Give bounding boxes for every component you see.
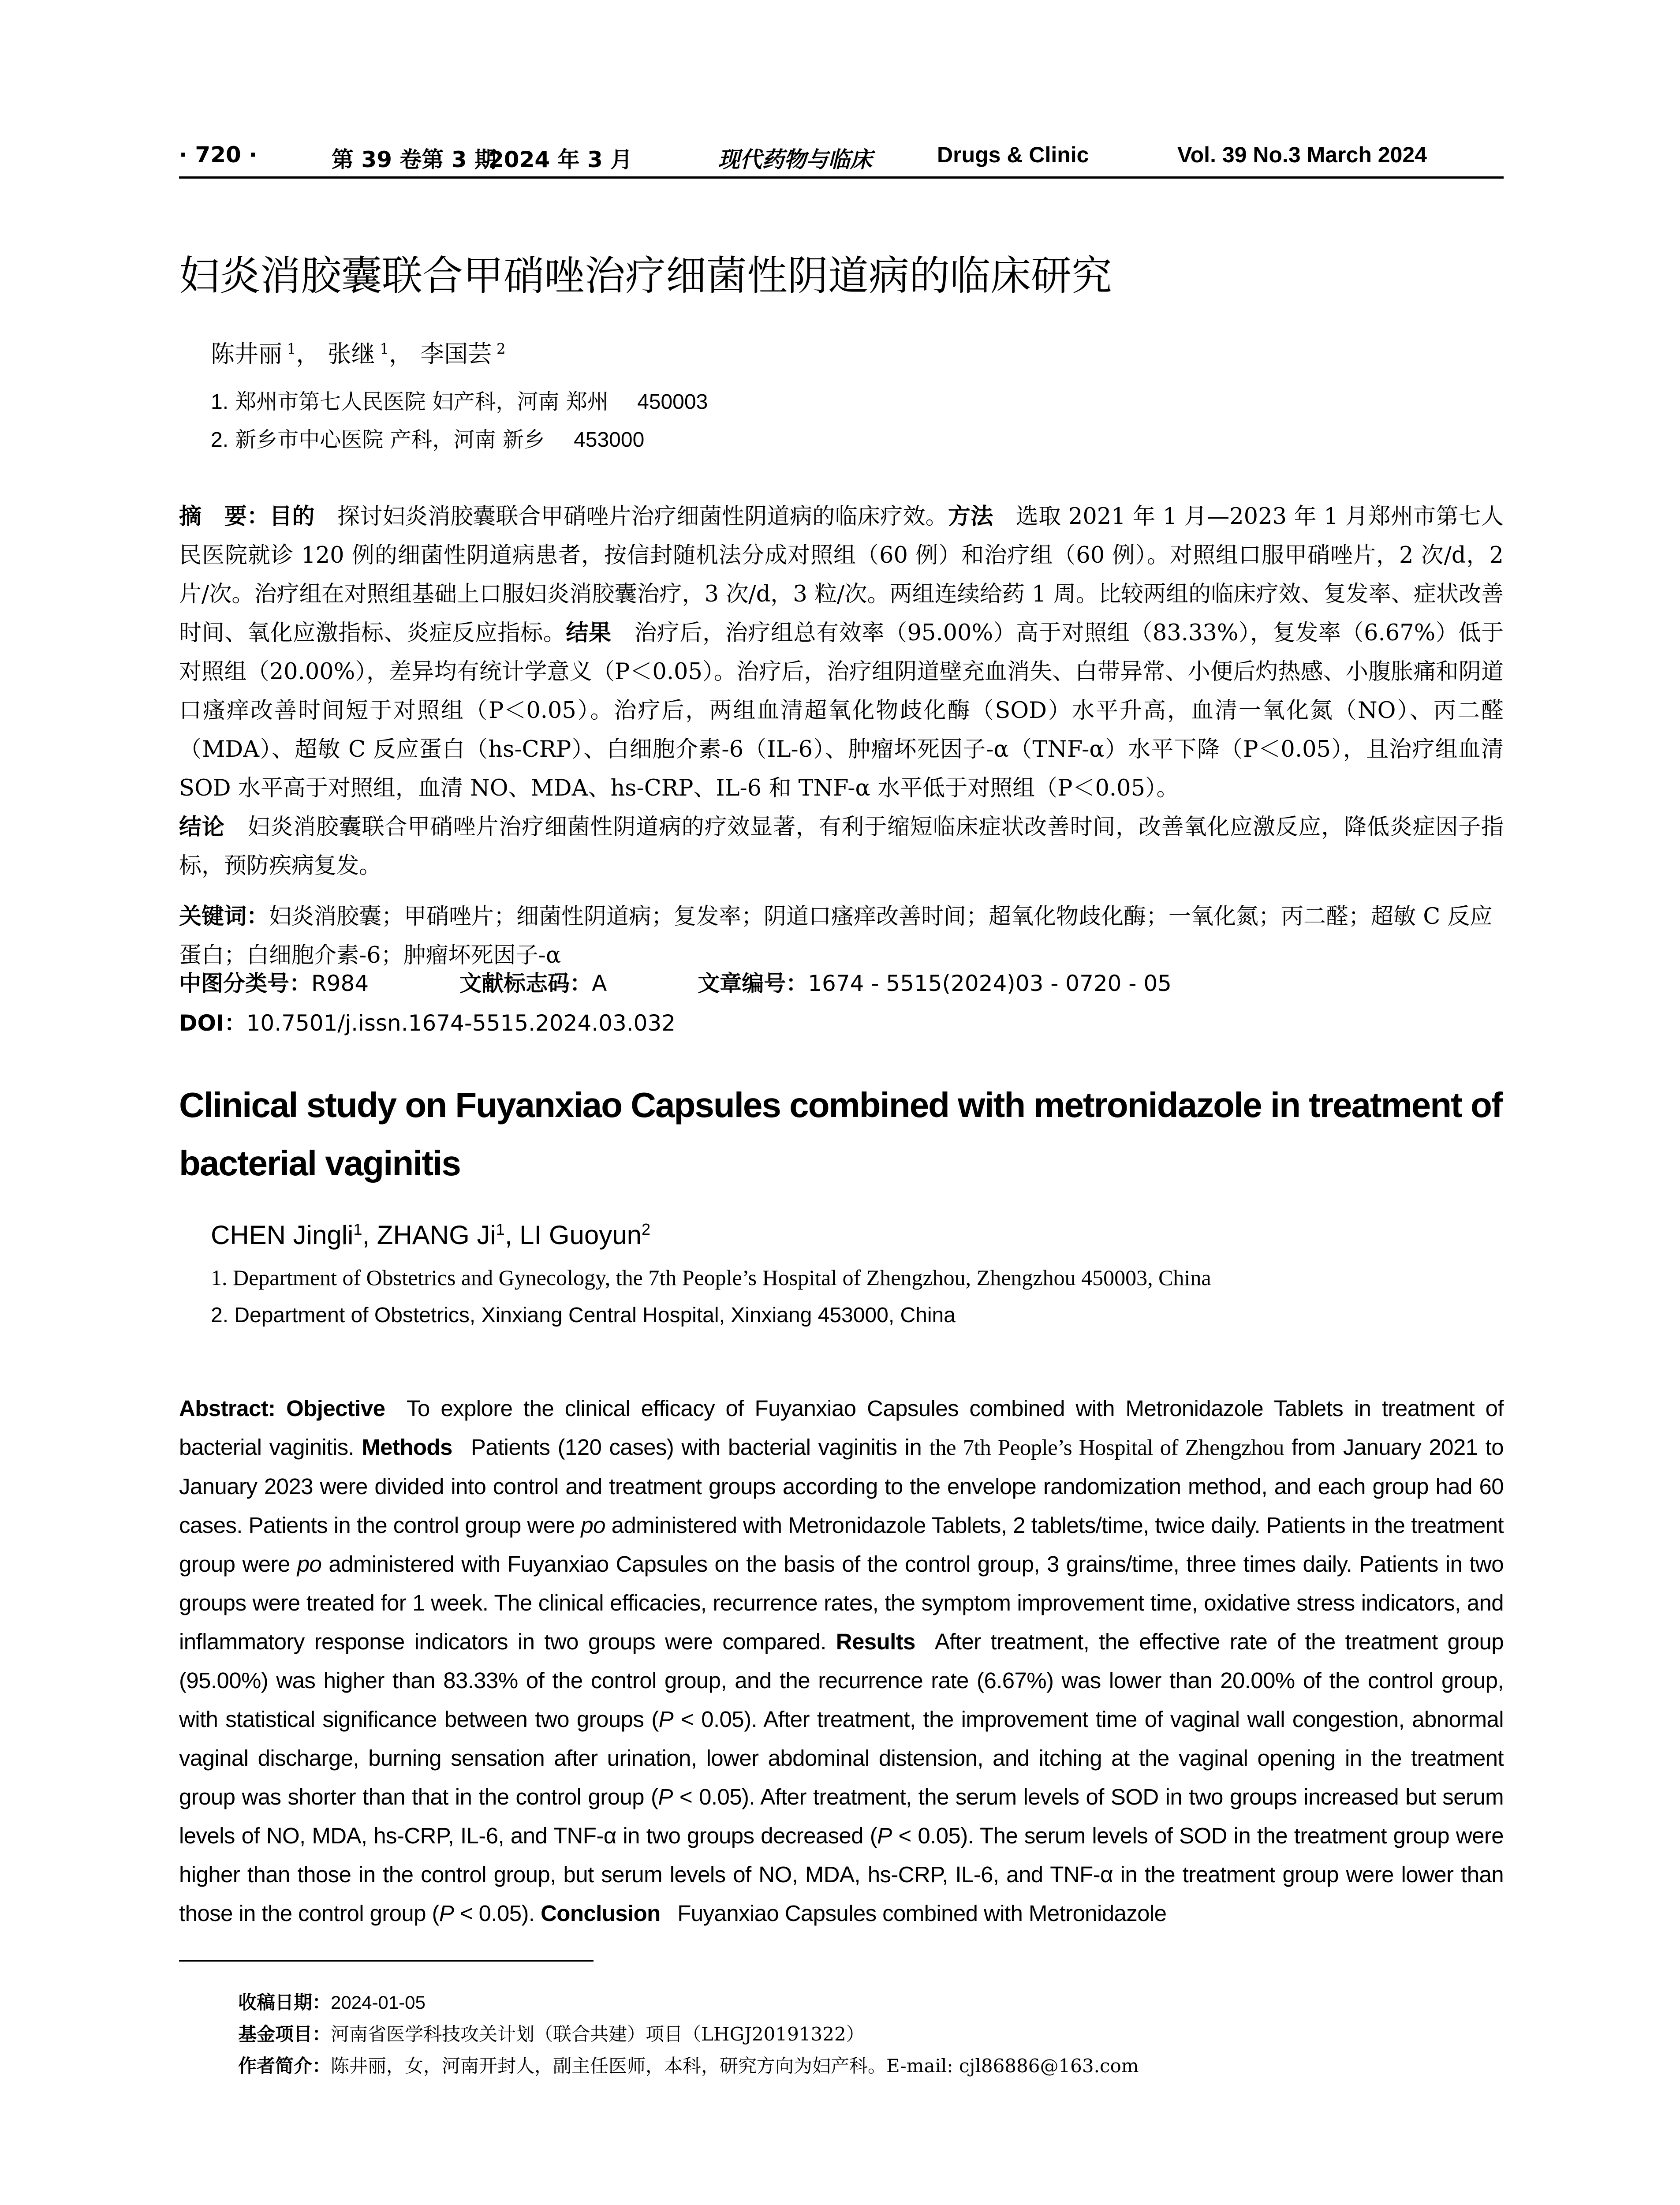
author-affil-mark: 1 — [380, 340, 389, 357]
author-bio: 作者简介：陈井丽，女，河南开封人，副主任医师，本科，研究方向为妇产科。E-mail: cjl86886@163.com — [238, 2055, 1139, 2077]
header-rule — [179, 176, 1504, 179]
results-label-cn: 结果 — [566, 620, 612, 646]
author-name: 张继 — [327, 340, 375, 368]
objective-label-en: Objective — [286, 1396, 385, 1421]
methods-text-cn: 选取 2021 年 1 月—2023 年 1 月郑州市第七人民医院就诊 120 例的细菌性阴道病患者，按信封随机法分成对照组（60 例）和治疗组（60 例）。对照组口服甲硝唑片，2 次/d，2 片/次。治疗组在对照组基础上口服妇炎消胶囊治疗，3 次/d，3 粒/次。两组连续给药 1 周。比较两组的临床疗效、复发率、症状改善时间、氧化应激指标、炎症反应指标。 — [179, 504, 1504, 646]
clc-label: 中图分类号： — [179, 971, 311, 996]
affiliation-cn-2: 2. 新乡市中心医院 产科，河南 新乡 453000 — [211, 427, 645, 452]
objective-text-en: To explore the clinical efficacy of Fuyanxiao Capsules combined with Metronidazole Tablets in treatment of bacterial vaginitis. — [179, 1396, 1504, 1460]
keywords-cn — [179, 897, 1504, 975]
volume-cn: 第 39 卷第 3 期 — [332, 147, 497, 172]
doi-value: 10.7501/j.issn.1674-5515.2024.03.032 — [246, 1010, 676, 1036]
conclusion-text-en: Fuyanxiao Capsules combined with Metronidazole — [677, 1901, 1167, 1926]
hospital-name: the 7th People’s Hospital of Zhengzhou — [929, 1435, 1284, 1460]
abstract-en: Abstract: Objective To explore the clinical efficacy of Fuyanxiao Capsules combined with Metronidazole Tablets in treatment of bacterial vaginitis. Methods Patients (120 cases) with bacterial vaginitis in the 7th People’s Hospital of Zhengzhou from January 2021 to January 2023 were divided into control and treatment groups according to the envelope randomization method, and each group had 60 cases. Patients in the control group were po administered with Metronidazole Tablets, 2 tablets/time, twice daily. Patients in the treatment group were po administered with Fuyanxiao Capsules on the basis of the control group, 3 grains/time, three times daily. Patients in two groups were treated for 1 week. The clinical efficacies, recurrence rates, the symptom improvement time, oxidative stress indicators, and inflammatory response indicators in two groups were compared. Results After treatment, the effective rate of the treatment group (95.00%) was higher than 83.33% of the control group, and the recurrence rate (6.67%) was lower than 20.00% of the control group, with statistical significance between two groups (P < 0.05). After treatment, the improvement time of vaginal wall congestion, abnormal vaginal discharge, burning sensation after urination, lower abdominal distension, and itching at the vaginal opening in the treatment group was shorter than that in the control group (P < 0.05). After treatment, the serum levels of SOD in two groups increased but serum levels of NO, MDA, hs-CRP, IL-6, and TNF-α in two groups decreased (P < 0.05). The serum levels of SOD in the treatment group were higher than those in the control group, but serum levels of NO, MDA, hs-CRP, IL-6, and TNF-α in the treatment group were lower than those in the control group (P < 0.05). Conclusion Fuyanxiao Capsules combined with Metronidazole — [179, 1396, 1504, 1926]
abstract-cn — [179, 497, 1504, 886]
title-en: Clinical study on Fuyanxiao Capsules combined with metronidazole in treatment of bacterial vaginitis — [179, 1085, 1502, 1183]
abstract-label-en: Abstract: — [179, 1396, 276, 1421]
keywords-text-cn: 妇炎消胶囊；甲硝唑片；细菌性阴道病；复发率；阴道口瘙痒改善时间；超氧化物歧化酶；一氧化氮；丙二醛；超敏 C 反应蛋白；白细胞介素-6；肿瘤坏死因子-α — [179, 904, 1493, 968]
title-cn: 妇炎消胶囊联合甲硝唑治疗细菌性阴道病的临床研究 — [179, 252, 1113, 299]
doc-code-value: A — [592, 971, 607, 996]
abstract-label-cn: 摘 要： — [179, 504, 270, 530]
author-name: 陈井丽 — [211, 340, 282, 368]
keywords-label-cn: 关键词： — [179, 904, 269, 930]
author-affil-mark: 1 — [353, 1220, 362, 1238]
authors-en: CHEN Jingli$^1$, ZHANG Ji$^1$, LI Guoyun$^2$ — [211, 1220, 651, 1250]
conclusion-label-cn: 结论 — [179, 814, 225, 840]
author-name: CHEN Jingli — [211, 1220, 354, 1250]
doc-code-label: 文献标志码： — [459, 971, 592, 996]
author-affil-mark: 1 — [287, 340, 296, 357]
volume-en: Vol. 39 No.3 March 2024 — [1177, 142, 1427, 167]
article-no-label: 文章编号： — [698, 971, 808, 996]
authors-cn: 陈井丽 $^1$， 张继 $^1$， 李国芸 $^2$ — [211, 340, 506, 368]
affiliation-en-2: 2. Department of Obstetrics, Xinxiang Central Hospital, Xinxiang 453000, China — [211, 1304, 956, 1327]
date-cn: 2024 年 3 月 — [489, 147, 633, 172]
article-no-value: 1674 - 5515(2024)03 - 0720 - 05 — [808, 971, 1172, 996]
journal-name-en: Drugs & Clinic — [937, 142, 1089, 167]
author-name: ZHANG Ji — [377, 1220, 496, 1250]
classification-line — [179, 966, 1172, 998]
doi-label: DOI： — [179, 1010, 246, 1036]
clc-value: R984 — [311, 971, 369, 996]
journal-name-cn: 现代药物与临床 — [718, 146, 872, 172]
fund-info: 基金项目：河南省医学科技攻关计划（联合共建）项目（LHGJ20191322） — [238, 2023, 865, 2045]
conclusion-label-en: Conclusion — [541, 1901, 661, 1926]
page-number: · 720 · — [179, 142, 258, 168]
author-affil-mark: 2 — [496, 340, 506, 357]
author-name: LI Guoyun — [519, 1220, 642, 1250]
methods-label-cn: 方法 — [948, 504, 993, 530]
conclusion-text-cn: 妇炎消胶囊联合甲硝唑片治疗细菌性阴道病的疗效显著，有利于缩短临床症状改善时间，改善氧化应激反应，降低炎症因子指标，预防疾病复发。 — [179, 814, 1504, 879]
affiliation-cn-1: 1. 郑州市第七人民医院 妇产科，河南 郑州 450003 — [211, 389, 708, 414]
author-name: 李国芸 — [420, 340, 492, 368]
objective-label-cn: 目的 — [269, 504, 315, 530]
results-label-en: Results — [836, 1629, 915, 1654]
affiliation-en-1: 1. Department of Obstetrics and Gynecology, the 7th People’s Hospital of Zhengzhou, Zhengzhou 450003, China — [211, 1265, 1211, 1290]
methods-label-en: Methods — [362, 1435, 452, 1460]
doi-line — [179, 1005, 676, 1037]
objective-text-cn: 探讨妇炎消胶囊联合甲硝唑片治疗细菌性阴道病的临床疗效。 — [337, 504, 948, 530]
footnote-rule — [179, 1960, 594, 1962]
received-date: 收稿日期：2024-01-05 — [238, 1992, 426, 2013]
author-affil-mark: 1 — [496, 1220, 505, 1238]
author-affil-mark: 2 — [642, 1220, 651, 1238]
results-text-cn: 治疗后，治疗组总有效率（95.00%）高于对照组（83.33%），复发率（6.67%）低于对照组（20.00%），差异均有统计学意义（P＜0.05）。治疗后，治疗组阴道壁充血消失、白带异常、小便后灼热感、小腹胀痛和阴道口瘙痒改善时间短于对照组（P＜0.05）。治疗后，两组血清超氧化物歧化酶（SOD）水平升高，血清一氧化氮（NO）、丙二醛（MDA）、超敏 C 反应蛋白（hs-CRP）、白细胞介素-6（IL-6）、肿瘤坏死因子-α（TNF-α）水平下降（P＜0.05），且治疗组血清 SOD 水平高于对照组，血清 NO、MDA、hs-CRP、IL-6 和 TNF-α 水平低于对照组（P＜0.05）。 — [179, 620, 1504, 801]
